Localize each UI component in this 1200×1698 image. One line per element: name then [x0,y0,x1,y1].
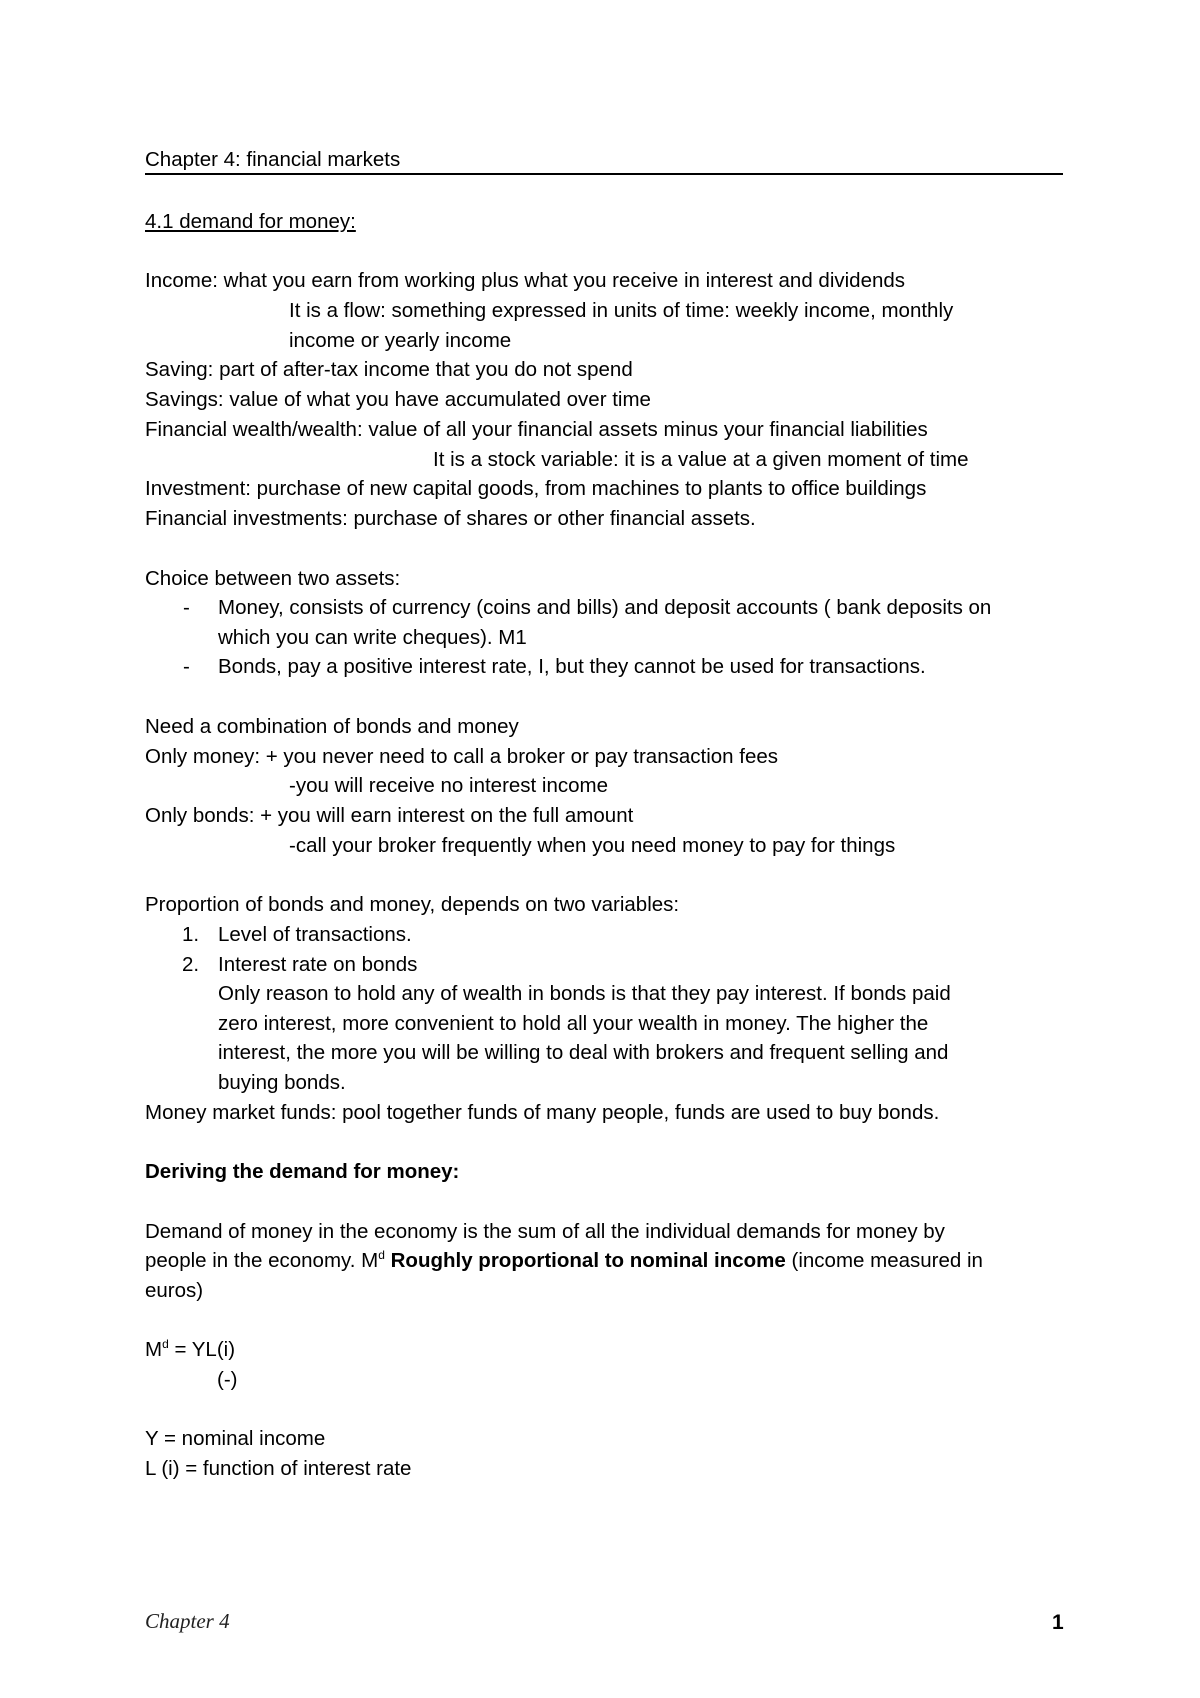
footer-chapter-label: Chapter 4 [145,1609,230,1633]
header-rule [145,173,1063,175]
money-demand-equation [145,1337,236,1361]
superscript-d: d [378,1248,385,1263]
only-money-minus: -you will receive no interest income [289,774,609,797]
section-title: 4.1 demand for money: [145,210,356,233]
choice-money-2: which you can write cheques). M1 [218,626,527,649]
page-number: 1 [1052,1611,1064,1634]
proportion-para-2: zero interest, more convenient to hold all your wealth in money. The higher the [218,1012,929,1035]
deriving-p2 [145,1248,983,1272]
list-number: 2. [182,953,200,976]
def-financial-investments: Financial investments: purchase of shares or other financial assets. [145,507,756,530]
deriving-p2-a: people in the economy. M [145,1249,379,1272]
choice-title: Choice between two assets: [145,567,401,590]
proportion-title: Proportion of bonds and money, depends on two variables: [145,893,680,916]
proportion-item-1: Level of transactions. [218,923,412,946]
equation-rest: = YL(i) [168,1338,236,1361]
choice-bonds: Bonds, pay a positive interest rate, I, but they cannot be used for transactions. [218,655,926,678]
deriving-p2-bold: Roughly proportional to nominal income [390,1249,786,1272]
bullet-dash: - [183,596,190,619]
l-definition: L (i) = function of interest rate [145,1457,412,1480]
choice-money-1: Money, consists of currency (coins and bills) and deposit accounts ( bank deposits on [218,596,992,619]
combination-title: Need a combination of bonds and money [145,715,519,738]
chapter-title: Chapter 4: financial markets [145,148,401,171]
proportion-para-4: buying bonds. [218,1071,346,1094]
def-wealth-stock: It is a stock variable: it is a value at a given moment of time [433,448,969,471]
bullet-dash: - [183,655,190,678]
only-bonds-minus: -call your broker frequently when you need money to pay for things [289,834,896,857]
deriving-title: Deriving the demand for money: [145,1160,460,1183]
only-bonds: Only bonds: + you will earn interest on the full amount [145,804,634,827]
superscript-d: d [162,1337,169,1352]
def-income-flow-1: It is a flow: something expressed in units of time: weekly income, monthly [289,299,954,322]
deriving-p1: Demand of money in the economy is the sum of all the individual demands for money by [145,1220,945,1243]
proportion-para-3: interest, the more you will be willing to deal with brokers and frequent selling and [218,1041,949,1064]
equation-sign: (-) [217,1368,238,1391]
equation-m: M [145,1338,163,1361]
def-wealth: Financial wealth/wealth: value of all your financial assets minus your financial liabilities [145,418,928,441]
only-money: Only money: + you never need to call a broker or pay transaction fees [145,745,778,768]
deriving-p2-b: (income measured in [785,1249,983,1272]
list-number: 1. [182,923,200,946]
def-savings: Savings: value of what you have accumulated over time [145,388,651,411]
proportion-para-1: Only reason to hold any of wealth in bonds is that they pay interest. If bonds paid [218,982,951,1005]
def-income-flow-2: income or yearly income [289,329,512,352]
y-definition: Y = nominal income [145,1427,326,1450]
def-saving: Saving: part of after-tax income that you do not spend [145,358,633,381]
def-investment: Investment: purchase of new capital goods, from machines to plants to office buildings [145,477,927,500]
money-market-funds: Money market funds: pool together funds of many people, funds are used to buy bonds. [145,1101,940,1124]
proportion-item-2: Interest rate on bonds [218,953,418,976]
def-income: Income: what you earn from working plus what you receive in interest and dividends [145,269,906,292]
deriving-p3: euros) [145,1279,204,1302]
